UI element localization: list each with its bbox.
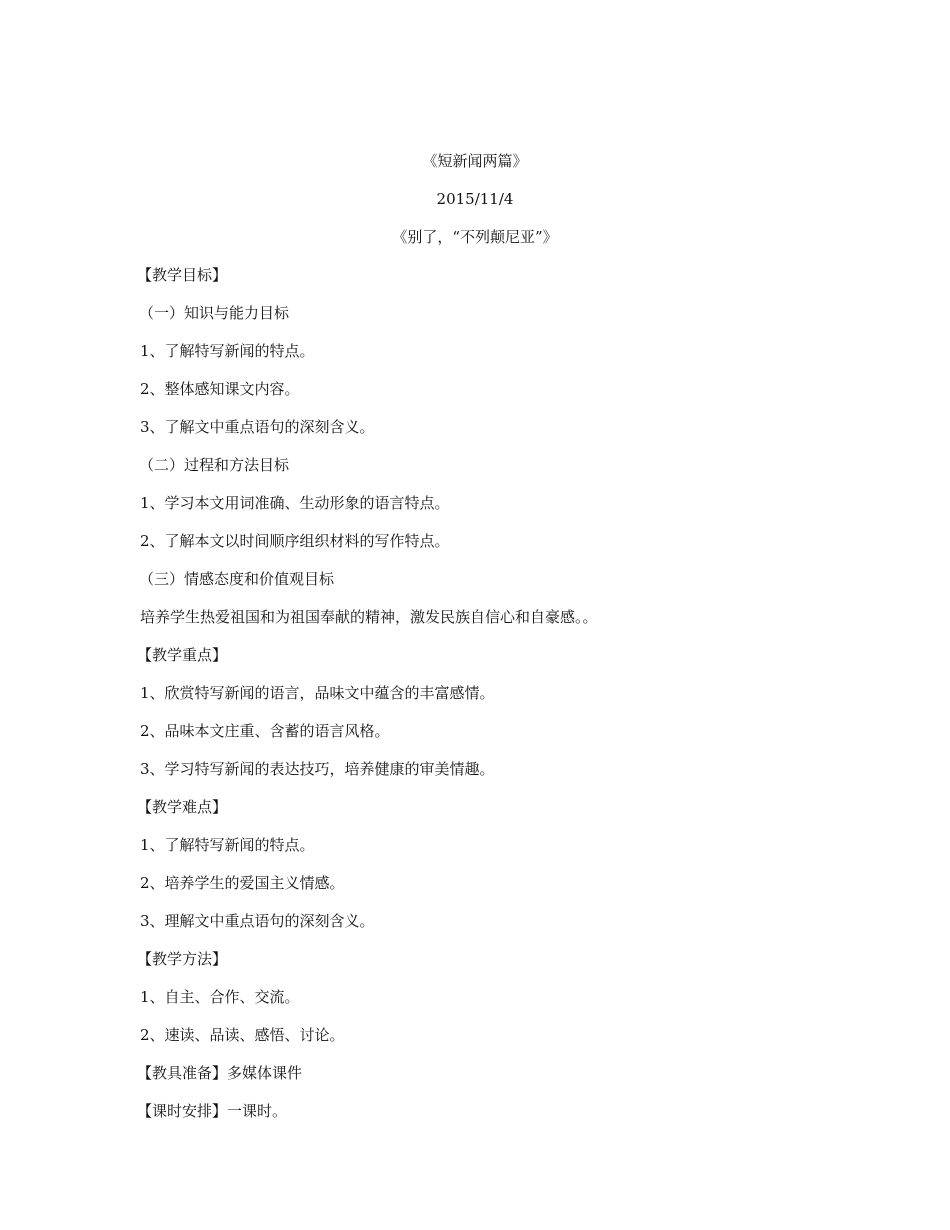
section-heading-difficulties: 【教学难点】: [137, 798, 228, 816]
goal-line-3: 3、了解文中重点语句的深刻含义。: [140, 418, 375, 436]
section-teaching-tools: 【教具准备】多媒体课件: [137, 1064, 303, 1082]
teaching-method-2: 2、速读、品读、感悟、讨论。: [140, 1026, 345, 1044]
emotion-line: 培养学生热爱祖国和为祖国奉献的精神，激发民族自信心和自豪感。。: [140, 608, 598, 626]
subheading-process-method: （二）过程和方法目标: [139, 456, 290, 474]
method-line-1: 1、学习本文用词准确、生动形象的语言特点。: [140, 494, 450, 512]
method-line-2: 2、了解本文以时间顺序组织材料的写作特点。: [140, 532, 450, 550]
document-title: 《短新闻两篇》: [422, 152, 528, 170]
section-heading-teaching-methods: 【教学方法】: [137, 950, 228, 968]
key-point-1: 1、欣赏特写新闻的语言，品味文中蕴含的丰富感情。: [140, 684, 495, 702]
document-subtitle: 《别了，“不列颠尼亚”》: [392, 228, 558, 246]
section-class-schedule: 【课时安排】一课时。: [137, 1102, 288, 1120]
section-heading-teaching-goals: 【教学目标】: [137, 266, 228, 284]
key-point-2: 2、品味本文庄重、含蓄的语言风格。: [140, 722, 390, 740]
difficulty-3: 3、理解文中重点语句的深刻含义。: [140, 912, 375, 930]
goal-line-2: 2、整体感知课文内容。: [140, 380, 300, 398]
subheading-emotion-values: （三）情感态度和价值观目标: [139, 570, 335, 588]
key-point-3: 3、学习特写新闻的表达技巧，培养健康的审美情趣。: [140, 760, 495, 778]
teaching-method-1: 1、自主、合作、交流。: [140, 988, 300, 1006]
subheading-knowledge-ability: （一）知识与能力目标: [139, 304, 290, 322]
difficulty-1: 1、了解特写新闻的特点。: [140, 836, 315, 854]
section-heading-key-points: 【教学重点】: [137, 646, 228, 664]
goal-line-1: 1、了解特写新闻的特点。: [140, 342, 315, 360]
difficulty-2: 2、培养学生的爱国主义情感。: [140, 874, 345, 892]
document-date: 2015/11/4: [436, 190, 514, 208]
